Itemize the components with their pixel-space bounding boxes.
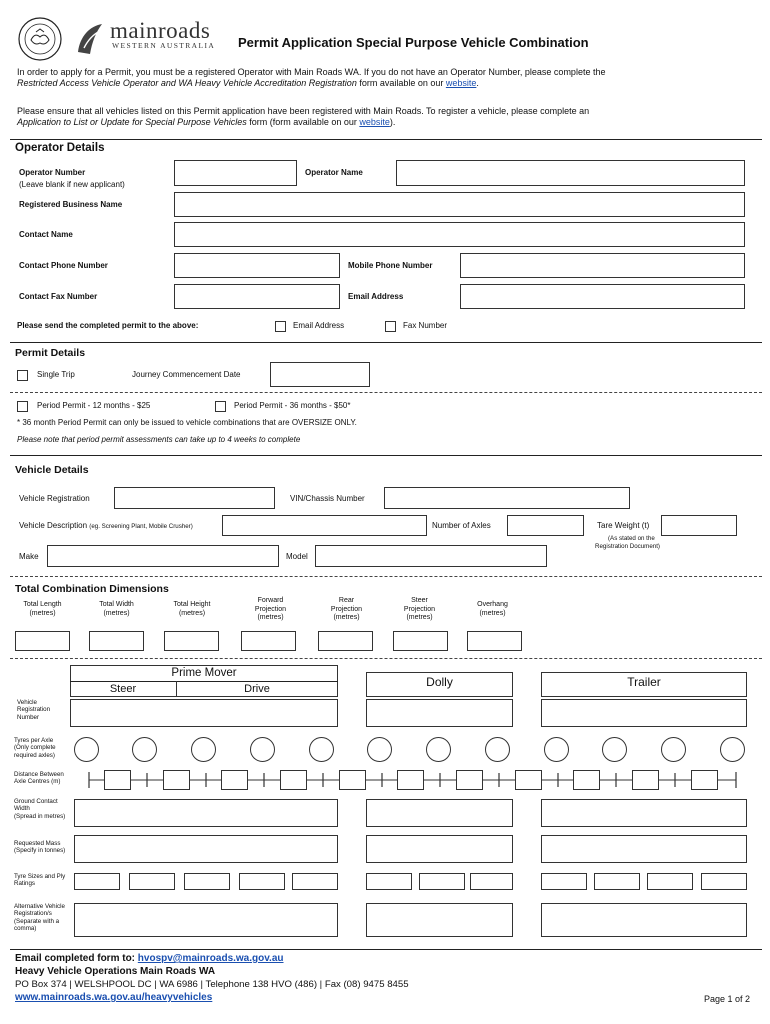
prime-mover-mass-input[interactable] <box>74 835 338 863</box>
tyres-axle-5-input[interactable] <box>309 737 334 762</box>
tyre-size-9-input[interactable] <box>541 873 587 890</box>
dim-steer-projection-input[interactable] <box>393 631 448 651</box>
send-email-checkbox[interactable] <box>275 321 286 332</box>
tyre-size-7-input[interactable] <box>419 873 465 890</box>
vehicle-registration-input[interactable] <box>114 487 275 509</box>
period-weeks-note: Please note that period permit assessments can take up to 4 weeks to complete <box>17 435 301 444</box>
dolly-label: Dolly <box>426 675 453 689</box>
tyre-size-4-input[interactable] <box>239 873 285 890</box>
tyres-axle-8-input[interactable] <box>485 737 510 762</box>
vehicle-registration-label: Vehicle Registration <box>19 494 90 503</box>
trailer-registration-input[interactable] <box>541 699 747 727</box>
dim-overhang-input[interactable] <box>467 631 522 651</box>
period-12-checkbox[interactable] <box>17 401 28 412</box>
period-36-label: Period Permit - 36 months - $50* <box>234 401 351 410</box>
trailer-mass-input[interactable] <box>541 835 747 863</box>
contact-name-input[interactable] <box>174 222 745 247</box>
dim-forward-projection-label: Forward Projection (metres) <box>254 597 287 621</box>
row-label-tyres-per-axle: Tyres per Axle (Only complete required axles) <box>14 737 56 759</box>
dim-overhang-label: Overhang (metres) <box>477 601 508 617</box>
dolly-mass-input[interactable] <box>366 835 513 863</box>
axle-distance-3-input[interactable] <box>221 770 248 790</box>
row-label-ground-contact: Ground Contact Width (Spread in metres) <box>14 798 66 820</box>
steer-label: Steer <box>109 683 137 695</box>
tyre-size-2-input[interactable] <box>129 873 175 890</box>
tyres-axle-6-input[interactable] <box>367 737 392 762</box>
period-12-label: Period Permit - 12 months - $25 <box>37 401 151 410</box>
operator-name-input[interactable] <box>396 160 745 186</box>
row-label-alt-registration: Alternative Vehicle Registration/s (Separate with a comma) <box>14 903 65 933</box>
prime-mover-ground-contact-input[interactable] <box>74 799 338 827</box>
tyre-size-8-input[interactable] <box>470 873 513 890</box>
period-36-checkbox[interactable] <box>215 401 226 412</box>
intro-paragraph-1: In order to apply for a Permit, you must be a registered Operator with Main Roads WA. If you do not have an Operator Number, please complete the Restricted Access Vehicle Operator and WA Heavy Vehicle Accreditation Registration form available on our website. <box>17 67 606 88</box>
tare-weight-input[interactable] <box>661 515 737 536</box>
dim-total-height-input[interactable] <box>164 631 219 651</box>
tare-weight-hint-1: (As stated on the <box>608 535 655 542</box>
contact-fax-input[interactable] <box>174 284 340 309</box>
trailer-alt-registration-input[interactable] <box>541 903 747 937</box>
business-name-input[interactable] <box>174 192 745 217</box>
make-input[interactable] <box>47 545 279 567</box>
dim-forward-projection-input[interactable] <box>241 631 296 651</box>
journey-date-input[interactable] <box>270 362 370 387</box>
vehicle-description-input[interactable] <box>222 515 427 536</box>
footer-department: Heavy Vehicle Operations Main Roads WA <box>15 966 216 977</box>
operator-details-heading: Operator Details <box>15 142 105 154</box>
tyres-axle-3-input[interactable] <box>191 737 216 762</box>
email-address-input[interactable] <box>460 284 745 309</box>
dolly-registration-input[interactable] <box>366 699 513 727</box>
tyre-size-6-input[interactable] <box>366 873 412 890</box>
row-label-requested-mass: Requested Mass (Specify in tonnes) <box>14 840 66 855</box>
vin-input[interactable] <box>384 487 630 509</box>
single-trip-checkbox[interactable] <box>17 370 28 381</box>
send-fax-checkbox[interactable] <box>385 321 396 332</box>
tyres-axle-11-input[interactable] <box>661 737 686 762</box>
period-36-note: * 36 month Period Permit can only be issued to vehicle combinations that are OVERSIZE ONLY. <box>17 418 357 427</box>
tare-weight-label: Tare Weight (t) <box>597 521 650 530</box>
tyres-axle-10-input[interactable] <box>602 737 627 762</box>
contact-phone-label: Contact Phone Number <box>19 261 108 270</box>
page-title: Permit Application Special Purpose Vehicle Combination <box>238 35 589 50</box>
axle-distance-5-input[interactable] <box>339 770 366 790</box>
tyres-axle-4-input[interactable] <box>250 737 275 762</box>
brand-name: mainroads <box>110 18 211 43</box>
axle-distance-7-input[interactable] <box>456 770 483 790</box>
brand-subtitle: WESTERN AUSTRALIA <box>112 41 216 50</box>
footer-email-link[interactable]: hvospv@mainroads.wa.gov.au <box>137 953 284 964</box>
axle-distance-9-input[interactable] <box>573 770 600 790</box>
vin-label: VIN/Chassis Number <box>290 494 365 503</box>
trailer-ground-contact-input[interactable] <box>541 799 747 827</box>
page-number: Page 1 of 2 <box>704 994 751 1004</box>
tyres-axle-2-input[interactable] <box>132 737 157 762</box>
permit-details-heading: Permit Details <box>15 347 86 359</box>
dim-total-length-label: Total Length (metres) <box>23 601 62 617</box>
send-permit-label: Please send the completed permit to the above: <box>17 321 199 330</box>
mainroads-logo-icon <box>74 22 106 56</box>
footer-email-line: Email completed form to: hvospv@mainroads.wa.gov.au <box>15 953 284 964</box>
dim-rear-projection-label: Rear Projection (metres) <box>330 597 363 621</box>
model-input[interactable] <box>315 545 547 567</box>
row-label-axle-distance: Distance Between Axle Centres (m) <box>14 771 64 786</box>
tyre-size-12-input[interactable] <box>701 873 747 890</box>
row-label-vehicle-registration: Vehicle Registration Number <box>17 699 51 721</box>
tare-weight-hint-2: Registration Document) <box>595 543 660 550</box>
tyres-axle-9-input[interactable] <box>544 737 569 762</box>
dim-rear-projection-input[interactable] <box>318 631 373 651</box>
tyre-size-1-input[interactable] <box>74 873 120 890</box>
prime-mover-alt-registration-input[interactable] <box>74 903 338 937</box>
contact-fax-label: Contact Fax Number <box>19 292 98 301</box>
mobile-phone-input[interactable] <box>460 253 745 278</box>
dim-steer-projection-label: Steer Projection (metres) <box>403 597 436 621</box>
dimensions-heading: Total Combination Dimensions <box>15 583 169 595</box>
dim-total-length-input[interactable] <box>15 631 70 651</box>
send-fax-label: Fax Number <box>403 321 448 330</box>
axle-distance-4-input[interactable] <box>280 770 307 790</box>
dim-total-height-label: Total Height (metres) <box>173 601 211 617</box>
axle-distance-6-input[interactable] <box>397 770 424 790</box>
mobile-phone-label: Mobile Phone Number <box>348 261 433 270</box>
dim-total-width-label: Total Width (metres) <box>99 601 134 617</box>
tyre-size-11-input[interactable] <box>647 873 693 890</box>
tyre-size-10-input[interactable] <box>594 873 640 890</box>
vehicle-description-label: Vehicle Description (eg. Screening Plant, Mobile Crusher) <box>19 521 193 530</box>
contact-name-label: Contact Name <box>19 230 73 239</box>
dolly-ground-contact-input[interactable] <box>366 799 513 827</box>
axle-distance-10-input[interactable] <box>632 770 659 790</box>
tyres-axle-12-input[interactable] <box>720 737 745 762</box>
website-link-2[interactable]: website <box>359 117 390 127</box>
intro-paragraph-2: Please ensure that all vehicles listed on this Permit application have been registered with Main Roads. To register a vehicle, please complete an Application to List or Update for Special Purpose Vehicles form (form available on our website). <box>17 106 590 127</box>
footer-address: PO Box 374 | WELSHPOOL DC | WA 6986 | Telephone 138 HVO (486) | Fax (08) 9475 8455 <box>15 979 409 990</box>
operator-number-hint: (Leave blank if new applicant) <box>19 180 125 189</box>
row-label-tyre-sizes: Tyre Sizes and Ply Ratings <box>14 873 66 888</box>
footer-website-link[interactable]: www.mainroads.wa.gov.au/heavyvehicles <box>15 992 213 1003</box>
operator-number-input[interactable] <box>174 160 297 186</box>
number-of-axles-label: Number of Axles <box>432 521 491 530</box>
drive-label: Drive <box>244 683 270 695</box>
dolly-alt-registration-input[interactable] <box>366 903 513 937</box>
website-link-1[interactable]: website <box>445 78 477 88</box>
contact-phone-input[interactable] <box>174 253 340 278</box>
trailer-label: Trailer <box>627 675 661 689</box>
single-trip-label: Single Trip <box>37 370 75 379</box>
journey-date-label: Journey Commencement Date <box>132 370 241 379</box>
tyres-axle-7-input[interactable] <box>426 737 451 762</box>
model-label: Model <box>286 552 308 561</box>
axle-distance-8-input[interactable] <box>515 770 542 790</box>
tyres-axle-1-input[interactable] <box>74 737 99 762</box>
dim-total-width-input[interactable] <box>89 631 144 651</box>
prime-mover-registration-input[interactable] <box>70 699 338 727</box>
axle-distance-2-input[interactable] <box>163 770 190 790</box>
axle-distance-1-input[interactable] <box>104 770 131 790</box>
axle-distance-11-input[interactable] <box>691 770 718 790</box>
make-label: Make <box>19 552 39 561</box>
prime-mover-label: Prime Mover <box>171 667 237 679</box>
wa-crest-logo <box>17 16 63 62</box>
tyre-size-5-input[interactable] <box>292 873 338 890</box>
vehicle-details-heading: Vehicle Details <box>15 464 89 476</box>
business-name-label: Registered Business Name <box>19 200 123 209</box>
email-address-label: Email Address <box>348 292 404 301</box>
operator-name-label: Operator Name <box>305 168 363 177</box>
number-of-axles-input[interactable] <box>507 515 584 536</box>
operator-number-label: Operator Number <box>19 168 86 177</box>
tyre-size-3-input[interactable] <box>184 873 230 890</box>
send-email-label: Email Address <box>293 321 345 330</box>
